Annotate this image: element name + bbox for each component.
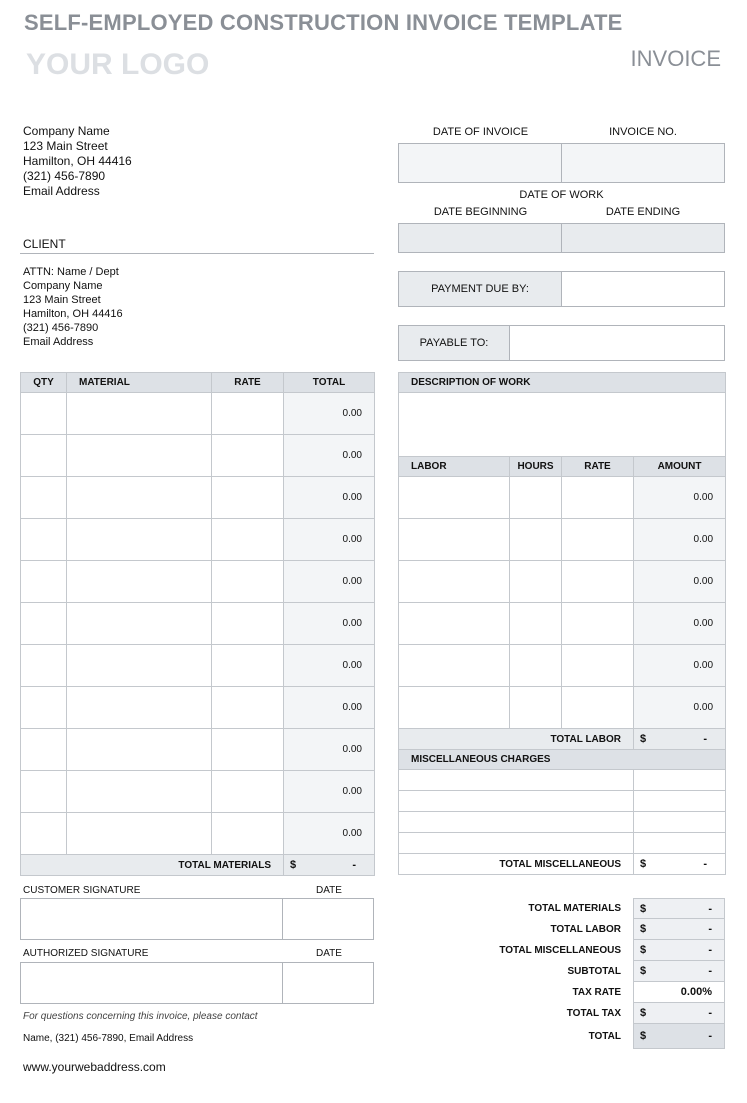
material-cell[interactable] (67, 645, 212, 687)
rate-cell[interactable] (212, 603, 284, 645)
rate-cell[interactable] (212, 393, 284, 435)
total-cell: 0.00 (284, 435, 375, 477)
summary-value (633, 1003, 725, 1024)
company-name[interactable]: Company Name (23, 124, 110, 138)
rate-cell[interactable] (212, 435, 284, 477)
amount-cell: 0.00 (634, 477, 726, 519)
labor-header-row (399, 457, 726, 477)
payable-to-field[interactable] (509, 325, 725, 361)
material-cell[interactable] (67, 729, 212, 771)
material-cell[interactable] (67, 477, 212, 519)
rate-cell[interactable] (212, 645, 284, 687)
date-of-invoice-label: DATE OF INVOICE (432, 126, 529, 138)
labor-cell[interactable] (399, 519, 510, 561)
document-title: SELF-EMPLOYED CONSTRUCTION INVOICE TEMPLATE (24, 10, 623, 35)
company-email[interactable]: Email Address (23, 184, 100, 198)
footer-website[interactable]: www.yourwebaddress.com (23, 1060, 166, 1074)
material-cell[interactable] (67, 603, 212, 645)
misc-amount-cell[interactable] (634, 812, 726, 833)
footer-contact[interactable]: Name, (321) 456-7890, Email Address (23, 1033, 194, 1044)
invoice-no-field[interactable] (561, 143, 725, 183)
total-cell: 0.00 (284, 603, 375, 645)
amount-cell: 0.00 (634, 519, 726, 561)
misc-header-row (399, 750, 726, 770)
total-materials-row (21, 855, 375, 876)
rate-cell[interactable] (212, 687, 284, 729)
labor-cell[interactable] (399, 477, 510, 519)
material-cell[interactable] (67, 435, 212, 477)
amount: - (703, 733, 708, 745)
currency-sign: $ (640, 733, 647, 745)
qty-cell[interactable] (21, 477, 67, 519)
date-ending-field[interactable] (561, 223, 725, 253)
material-row (21, 687, 375, 729)
summary-label: TOTAL TAX (566, 1008, 621, 1019)
client-heading: CLIENT (23, 237, 66, 251)
materials-table (20, 372, 375, 876)
total-cell: 0.00 (284, 771, 375, 813)
hours-cell[interactable] (510, 561, 562, 603)
qty-cell[interactable] (21, 435, 67, 477)
total-labor-value (634, 729, 726, 750)
labor-row (399, 561, 726, 603)
amount-cell: 0.00 (634, 645, 726, 687)
client-divider (20, 253, 374, 254)
hours-cell[interactable] (510, 687, 562, 729)
logo-placeholder: YOUR LOGO (26, 48, 210, 81)
material-row (21, 603, 375, 645)
labor-cell[interactable] (399, 645, 510, 687)
client-phone[interactable]: (321) 456-7890 (23, 322, 99, 334)
material-row (21, 645, 375, 687)
material-cell[interactable] (67, 771, 212, 813)
total-misc-value (634, 854, 726, 875)
summary-row (398, 982, 725, 1003)
summary-value (633, 940, 725, 961)
hours-cell[interactable] (510, 519, 562, 561)
misc-amount-cell[interactable] (634, 833, 726, 854)
date-of-work-label: DATE OF WORK (519, 189, 604, 201)
date-beginning-field[interactable] (398, 223, 562, 253)
summary-value (633, 961, 725, 982)
summary-label: SUBTOTAL (567, 966, 621, 977)
materials-header-row (21, 373, 375, 393)
customer-signature-field[interactable] (20, 898, 283, 940)
labor-row (399, 477, 726, 519)
qty-cell[interactable] (21, 687, 67, 729)
misc-description-cell[interactable] (399, 791, 634, 812)
labor-rate-cell[interactable] (562, 519, 634, 561)
summary-value (633, 919, 725, 940)
amount: - (708, 902, 712, 915)
material-row (21, 561, 375, 603)
qty-header: QTY (21, 373, 67, 393)
hours-cell[interactable] (510, 603, 562, 645)
payable-to-label: PAYABLE TO: (419, 337, 489, 349)
rate-cell[interactable] (212, 729, 284, 771)
qty-cell[interactable] (21, 813, 67, 855)
rate-cell[interactable] (212, 771, 284, 813)
labor-rate-cell[interactable] (562, 561, 634, 603)
hours-header: HOURS (510, 457, 562, 477)
total-misc-label: TOTAL MISCELLANEOUS (399, 854, 634, 875)
misc-amount-cell[interactable] (634, 770, 726, 791)
summary-row (398, 940, 725, 961)
amount: - (703, 858, 708, 870)
misc-description-cell[interactable] (399, 770, 634, 791)
total-labor-label: TOTAL LABOR (399, 729, 634, 750)
summary-label: TOTAL LABOR (550, 924, 621, 935)
customer-date-field[interactable] (282, 898, 374, 940)
rate-header: RATE (212, 373, 284, 393)
total-header: TOTAL (284, 373, 375, 393)
labor-rate-cell[interactable] (562, 687, 634, 729)
description-header-row (399, 373, 726, 393)
material-row (21, 519, 375, 561)
total-cell: 0.00 (284, 561, 375, 603)
client-city[interactable]: Hamilton, OH 44416 (23, 308, 123, 320)
summary-label: TAX RATE (572, 987, 621, 998)
summary-value (633, 982, 725, 1003)
total-cell: 0.00 (284, 729, 375, 771)
invoice-no-label: INVOICE NO. (609, 126, 677, 138)
labor-cell[interactable] (399, 561, 510, 603)
amount: 0.00% (680, 986, 712, 998)
summary-label: TOTAL MATERIALS (528, 903, 621, 914)
rate-cell[interactable] (212, 519, 284, 561)
total-misc-row (399, 854, 726, 875)
material-cell[interactable] (67, 393, 212, 435)
total-cell: 0.00 (284, 477, 375, 519)
labor-rate-header: RATE (562, 457, 634, 477)
description-field[interactable] (399, 393, 726, 457)
misc-amount-cell[interactable] (634, 791, 726, 812)
client-company[interactable]: Company Name (23, 280, 103, 292)
amount-header: AMOUNT (634, 457, 726, 477)
currency-sign: $ (640, 1030, 647, 1042)
hours-cell[interactable] (510, 645, 562, 687)
material-row (21, 393, 375, 435)
currency-sign: $ (640, 1007, 647, 1019)
customer-signature-label: CUSTOMER SIGNATURE (23, 885, 141, 896)
total-labor-row (399, 729, 726, 750)
total-cell: 0.00 (284, 519, 375, 561)
authorized-date-label: DATE (316, 948, 342, 959)
currency-sign: $ (640, 902, 647, 915)
summary-value (633, 898, 725, 919)
description-header: DESCRIPTION OF WORK (399, 373, 726, 393)
misc-header: MISCELLANEOUS CHARGES (399, 750, 726, 770)
total-cell: 0.00 (284, 393, 375, 435)
client-email[interactable]: Email Address (23, 336, 94, 348)
rate-cell[interactable] (212, 813, 284, 855)
material-cell[interactable] (67, 561, 212, 603)
summary-label: TOTAL MISCELLANEOUS (499, 945, 621, 956)
total-cell: 0.00 (284, 813, 375, 855)
labor-row (399, 519, 726, 561)
misc-description-cell[interactable] (399, 833, 634, 854)
authorized-signature-label: AUTHORIZED SIGNATURE (23, 948, 149, 959)
material-row (21, 435, 375, 477)
client-street[interactable]: 123 Main Street (23, 294, 101, 306)
misc-row (399, 833, 726, 854)
company-phone[interactable]: (321) 456-7890 (23, 169, 106, 183)
material-cell[interactable] (67, 519, 212, 561)
qty-cell[interactable] (21, 771, 67, 813)
labor-cell[interactable] (399, 603, 510, 645)
description-row (399, 393, 726, 457)
payment-due-label-cell (398, 271, 562, 307)
amount-cell: 0.00 (634, 687, 726, 729)
currency-sign: $ (640, 923, 647, 935)
total-materials-label: TOTAL MATERIALS (21, 855, 284, 876)
qty-cell[interactable] (21, 561, 67, 603)
currency-sign: $ (290, 859, 297, 871)
qty-cell[interactable] (21, 519, 67, 561)
misc-description-cell[interactable] (399, 812, 634, 833)
labor-row (399, 687, 726, 729)
rate-cell[interactable] (212, 561, 284, 603)
misc-row (399, 791, 726, 812)
amount: - (708, 965, 712, 977)
currency-sign: $ (640, 965, 647, 977)
material-row (21, 813, 375, 855)
amount: - (708, 1030, 712, 1042)
payment-due-label: PAYMENT DUE BY: (431, 283, 529, 295)
summary-row (398, 919, 725, 940)
labor-rate-cell[interactable] (562, 603, 634, 645)
client-address (23, 265, 123, 349)
summary-label: TOTAL (588, 1031, 621, 1042)
qty-cell[interactable] (21, 393, 67, 435)
material-cell[interactable] (67, 687, 212, 729)
customer-date-label: DATE (316, 885, 342, 896)
summary-row (398, 898, 725, 919)
summary-block (398, 898, 725, 1049)
amount: - (708, 1007, 712, 1019)
currency-sign: $ (640, 858, 647, 870)
labor-rate-cell[interactable] (562, 477, 634, 519)
invoice-heading: INVOICE (630, 46, 721, 71)
payment-due-field[interactable] (561, 271, 725, 307)
date-of-invoice-field[interactable] (398, 143, 562, 183)
labor-header: LABOR (399, 457, 510, 477)
material-header: MATERIAL (67, 373, 212, 393)
hours-cell[interactable] (510, 477, 562, 519)
payable-to-label-cell (398, 325, 510, 361)
date-ending-label: DATE ENDING (605, 206, 681, 218)
labor-table (398, 372, 726, 875)
labor-row (399, 603, 726, 645)
amount: - (708, 944, 712, 956)
summary-row (398, 1003, 725, 1024)
amount: - (352, 859, 356, 871)
amount: - (708, 923, 712, 935)
total-cell: 0.00 (284, 687, 375, 729)
material-row (21, 477, 375, 519)
date-beginning-label: DATE BEGINNING (433, 206, 528, 218)
authorized-date-field[interactable] (282, 962, 374, 1004)
total-materials-value (284, 855, 375, 876)
authorized-signature-field[interactable] (20, 962, 283, 1004)
total-cell: 0.00 (284, 645, 375, 687)
summary-value (633, 1024, 725, 1049)
client-attn[interactable]: ATTN: Name / Dept (23, 266, 119, 278)
material-row (21, 729, 375, 771)
labor-cell[interactable] (399, 687, 510, 729)
qty-cell[interactable] (21, 729, 67, 771)
labor-rate-cell[interactable] (562, 645, 634, 687)
qty-cell[interactable] (21, 603, 67, 645)
company-address (23, 124, 132, 199)
amount-cell: 0.00 (634, 561, 726, 603)
rate-cell[interactable] (212, 477, 284, 519)
company-city[interactable]: Hamilton, OH 44416 (23, 154, 132, 168)
amount-cell: 0.00 (634, 603, 726, 645)
summary-row (398, 961, 725, 982)
labor-row (399, 645, 726, 687)
material-cell[interactable] (67, 813, 212, 855)
misc-row (399, 770, 726, 791)
summary-row (398, 1024, 725, 1049)
footer-question: For questions concerning this invoice, please contact (23, 1011, 258, 1022)
company-street[interactable]: 123 Main Street (23, 139, 108, 153)
material-row (21, 771, 375, 813)
misc-row (399, 812, 726, 833)
qty-cell[interactable] (21, 645, 67, 687)
currency-sign: $ (640, 944, 647, 956)
